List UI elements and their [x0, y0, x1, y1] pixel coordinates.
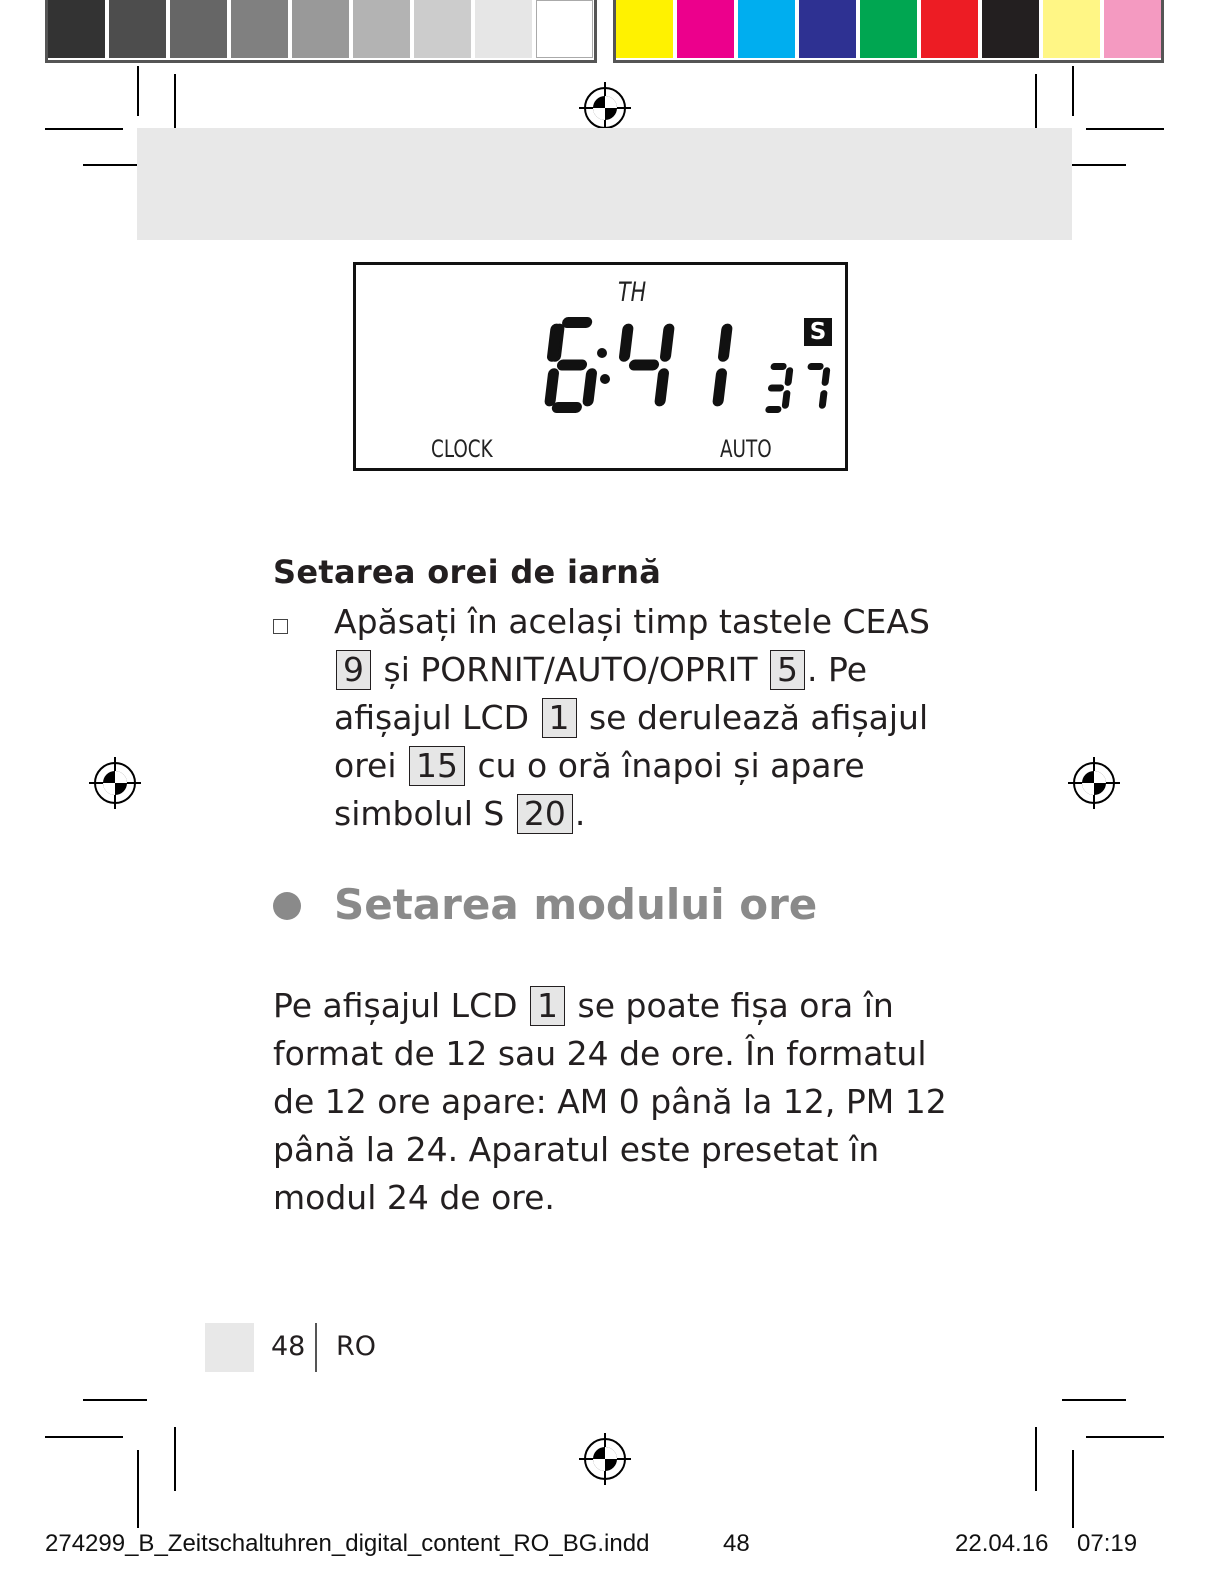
crop-mark [1072, 66, 1074, 116]
lcd-segment [618, 324, 634, 362]
text-fragment: . [574, 794, 586, 833]
lcd-segment [768, 385, 785, 392]
heading-hour-mode: Setarea modului ore [334, 880, 818, 929]
lcd-mode-clock: CLOCK [431, 435, 493, 463]
lcd-time-digits [356, 265, 845, 468]
crop-mark [137, 66, 139, 116]
lcd-segment [561, 317, 592, 328]
lcd-segment [765, 406, 782, 413]
crop-mark [83, 1399, 147, 1401]
lcd-colon [600, 374, 610, 384]
page-number-box [205, 1323, 254, 1372]
color-swatch [677, 0, 734, 58]
registration-mark-icon [89, 757, 141, 809]
gray-swatch [353, 0, 410, 58]
crop-mark [1035, 1427, 1037, 1491]
text-fragment: și PORNIT/AUTO/OPRIT [383, 650, 769, 689]
lcd-segment [556, 360, 587, 371]
bullet-square-icon [273, 619, 288, 634]
ref-number: 1 [542, 698, 577, 738]
crop-mark [45, 128, 123, 130]
ref-number: 9 [336, 650, 371, 690]
crop-mark [1062, 1399, 1126, 1401]
text-fragment: se poate fișa ora în format de 12 sau 24 de ore. În formatul de 12 ore apare: AM 0 până la 12, PM 12 până la 24. Aparatul este presetat în modul 24 de ore. [273, 986, 947, 1217]
lcd-segment [784, 367, 793, 386]
crop-mark [137, 1450, 139, 1528]
crop-mark [1086, 1436, 1164, 1438]
text-fragment: Pe afișajul LCD [273, 986, 529, 1025]
lcd-segment [544, 368, 560, 406]
color-swatch [799, 0, 856, 58]
instruction-paragraph [334, 598, 954, 838]
lcd-segment [717, 324, 733, 362]
lcd-summer-time-symbol: S [804, 318, 832, 346]
lcd-segment [807, 363, 824, 370]
crop-mark [1086, 128, 1164, 130]
lcd-mode-auto: AUTO [720, 435, 772, 463]
lcd-segment [818, 390, 827, 409]
lcd-segment [821, 367, 830, 386]
gray-swatch [536, 0, 593, 58]
crop-mark [45, 1436, 123, 1438]
ref-number: 15 [409, 746, 465, 786]
header-band [137, 128, 1072, 240]
text-fragment: cu o oră înapoi și apare simbolul S [334, 746, 865, 833]
slug-page: 48 [723, 1530, 750, 1557]
color-swatch [982, 0, 1039, 58]
gray-swatch [292, 0, 349, 58]
language-code: RO [336, 1331, 377, 1362]
color-swatch [738, 0, 795, 58]
slug-time: 07:19 [1077, 1530, 1138, 1557]
page-number: 48 [271, 1331, 306, 1362]
lcd-segment [770, 363, 787, 370]
color-swatch [921, 0, 978, 58]
lcd-segment [582, 368, 598, 406]
ref-number: 20 [517, 794, 573, 834]
subheading-winter-time: Setarea orei de iarnă [273, 553, 662, 591]
crop-mark [174, 1427, 176, 1491]
registration-mark-icon [579, 82, 631, 134]
section-bullet-icon [273, 892, 301, 920]
gray-swatch [414, 0, 471, 58]
color-swatch [616, 0, 673, 58]
color-swatch [860, 0, 917, 58]
text-fragment: Apăsați în același timp tastele CEAS [334, 602, 930, 641]
gray-swatch [48, 0, 105, 58]
registration-mark-icon [1068, 757, 1120, 809]
slug-date: 22.04.16 [955, 1530, 1049, 1557]
body-paragraph [273, 982, 953, 1222]
gray-swatch [109, 0, 166, 58]
lcd-segment [712, 368, 728, 406]
gray-swatch [170, 0, 227, 58]
lcd-day: TH [618, 277, 647, 308]
ref-number: 1 [530, 986, 565, 1026]
text-fragment: se derulează afișajul orei [334, 698, 929, 785]
registration-mark-icon [579, 1433, 631, 1485]
lcd-colon [597, 348, 607, 358]
lcd-display [353, 262, 848, 471]
lcd-segment [659, 324, 675, 362]
color-swatch [1104, 0, 1161, 58]
color-swatch [1043, 0, 1100, 58]
lcd-segment [551, 402, 582, 413]
ref-number: 5 [770, 650, 805, 690]
lcd-segment [781, 390, 790, 409]
lcd-segment [628, 360, 659, 371]
crop-mark [1072, 1450, 1074, 1528]
slug-filename: 274299_B_Zeitschaltuhren_digital_content_RO_BG.indd [45, 1530, 650, 1557]
text-fragment: . Pe afișajul LCD [334, 650, 868, 737]
footer-divider [315, 1323, 317, 1372]
lcd-segment [654, 368, 670, 406]
gray-swatch [475, 0, 532, 58]
gray-swatch [231, 0, 288, 58]
